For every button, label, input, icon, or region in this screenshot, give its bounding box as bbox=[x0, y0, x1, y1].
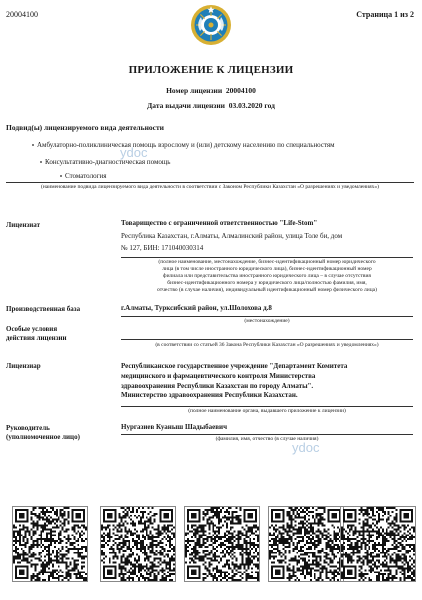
licensor-line: Республиканское государственное учреждение "Департамент Комитета bbox=[121, 362, 348, 370]
licensee-name: Товарищество с ограниченной ответственностью "Life-Stom" bbox=[121, 219, 318, 227]
issue-date-line bbox=[0, 101, 422, 110]
divider bbox=[6, 182, 414, 183]
special-conditions-label-line: Особые условия bbox=[6, 325, 58, 333]
divider bbox=[121, 406, 413, 407]
licensee-note-line: филиала или представительства иностранного юридического лица – в случае отсутствия bbox=[163, 272, 371, 279]
license-number-line bbox=[0, 86, 422, 95]
licensee-address-line2: № 127, БИН: 171040030314 bbox=[121, 244, 204, 252]
qr-code-icon bbox=[12, 506, 88, 582]
head-label-line: (уполномоченное лицо) bbox=[6, 432, 80, 441]
licensor-label: Лицензиар bbox=[6, 362, 41, 370]
licensor-line: Министерство здравоохранения Республики Казахстан. bbox=[121, 391, 298, 400]
activity-item bbox=[60, 172, 106, 180]
licensee-note bbox=[121, 259, 413, 293]
document-title: ПРИЛОЖЕНИЕ К ЛИЦЕНЗИИ bbox=[128, 64, 294, 76]
production-base-value: г.Алматы, Турксибский район, ул.Шолохова д.8 bbox=[121, 304, 272, 312]
page-indicator: Страница 1 из 2 bbox=[356, 10, 414, 19]
watermark: ydoc bbox=[120, 145, 148, 160]
licensee-label: Лицензиат bbox=[6, 221, 41, 229]
head-label bbox=[6, 424, 80, 442]
production-base-label: Производственная база bbox=[6, 305, 81, 313]
activity-item bbox=[32, 141, 335, 149]
licensor-line: медицинского и фармацевтического контроля Министерства bbox=[121, 371, 316, 380]
issue-date-label: Дата выдачи лицензии bbox=[147, 101, 225, 110]
licensor-value bbox=[121, 362, 413, 401]
activity-item-text: Консультативно-диагностическая помощь bbox=[45, 158, 171, 166]
licensee-note-line: отчество (в случае наличия), индивидуальный идентификационный номер физического лица) bbox=[157, 286, 377, 293]
licensee-note-line: бизнес-идентификационного номера у юридического лица/полностью фамилия, имя, bbox=[167, 279, 367, 286]
licensor-note: (полное наименование органа, выдавшего приложение к лицензии) bbox=[188, 408, 346, 414]
bullet-icon bbox=[60, 175, 62, 177]
divider bbox=[121, 434, 413, 435]
licensee-note-line: (полное наименование, местонахождение, бизнес-идентификационный номер юридического bbox=[158, 259, 376, 265]
divider bbox=[121, 316, 413, 317]
qr-code-icon bbox=[184, 506, 260, 582]
licensor-line: здравоохранения Республики Казахстан по городу Алматы". bbox=[121, 381, 314, 390]
qr-code-icon bbox=[100, 506, 176, 582]
head-value: Нургазиев Куаныш Шадыбаевич bbox=[121, 423, 228, 431]
divider bbox=[121, 339, 413, 340]
license-number-label: Номер лицензии bbox=[166, 86, 223, 95]
special-conditions-label bbox=[6, 325, 67, 343]
production-base-note: (местонахождение) bbox=[244, 318, 290, 324]
qr-code-icon bbox=[340, 506, 416, 582]
licensee-note-line: лица (в том числе иностранного юридического лица), бизнес-идентификационный номер bbox=[162, 265, 372, 272]
special-conditions-note: (в соответствии со статьей 36 Закона Республики Казахстан «О разрешениях и уведомлениях») bbox=[155, 342, 379, 348]
license-number-value: 20004100 bbox=[225, 86, 256, 95]
activity-item bbox=[40, 158, 170, 166]
watermark: ydoc bbox=[292, 440, 320, 455]
licensee-address-line1: Республика Казахстан, г.Алматы, Алмалинский район, улица Толе би, дом bbox=[121, 232, 343, 240]
head-label-line: Руководитель bbox=[6, 424, 50, 432]
activity-note: (наименование подвида лицензируемого вида деятельности в соответствии с Законом Республики Казахстан «О разрешениях и уведомлениях») bbox=[41, 184, 379, 190]
state-emblem-icon bbox=[190, 4, 232, 46]
activity-item-text: Стоматология bbox=[65, 172, 107, 180]
special-conditions-label-line: действия лицензии bbox=[6, 333, 67, 342]
head-note: (фамилия, имя, отчество (в случае наличия) bbox=[215, 436, 319, 442]
qr-code-icon bbox=[268, 506, 344, 582]
document-number: 20004100 bbox=[6, 10, 38, 19]
activity-item-text: Амбулаторно-поликлиническая помощь взрослому и (или) детскому населению по специальностям bbox=[37, 141, 335, 149]
activity-heading: Подвид(ы) лицензируемого вида деятельности bbox=[6, 123, 164, 132]
bullet-icon bbox=[40, 161, 42, 163]
divider bbox=[121, 257, 413, 258]
bullet-icon bbox=[32, 144, 34, 146]
issue-date-value: 03.03.2020 год bbox=[228, 101, 275, 110]
